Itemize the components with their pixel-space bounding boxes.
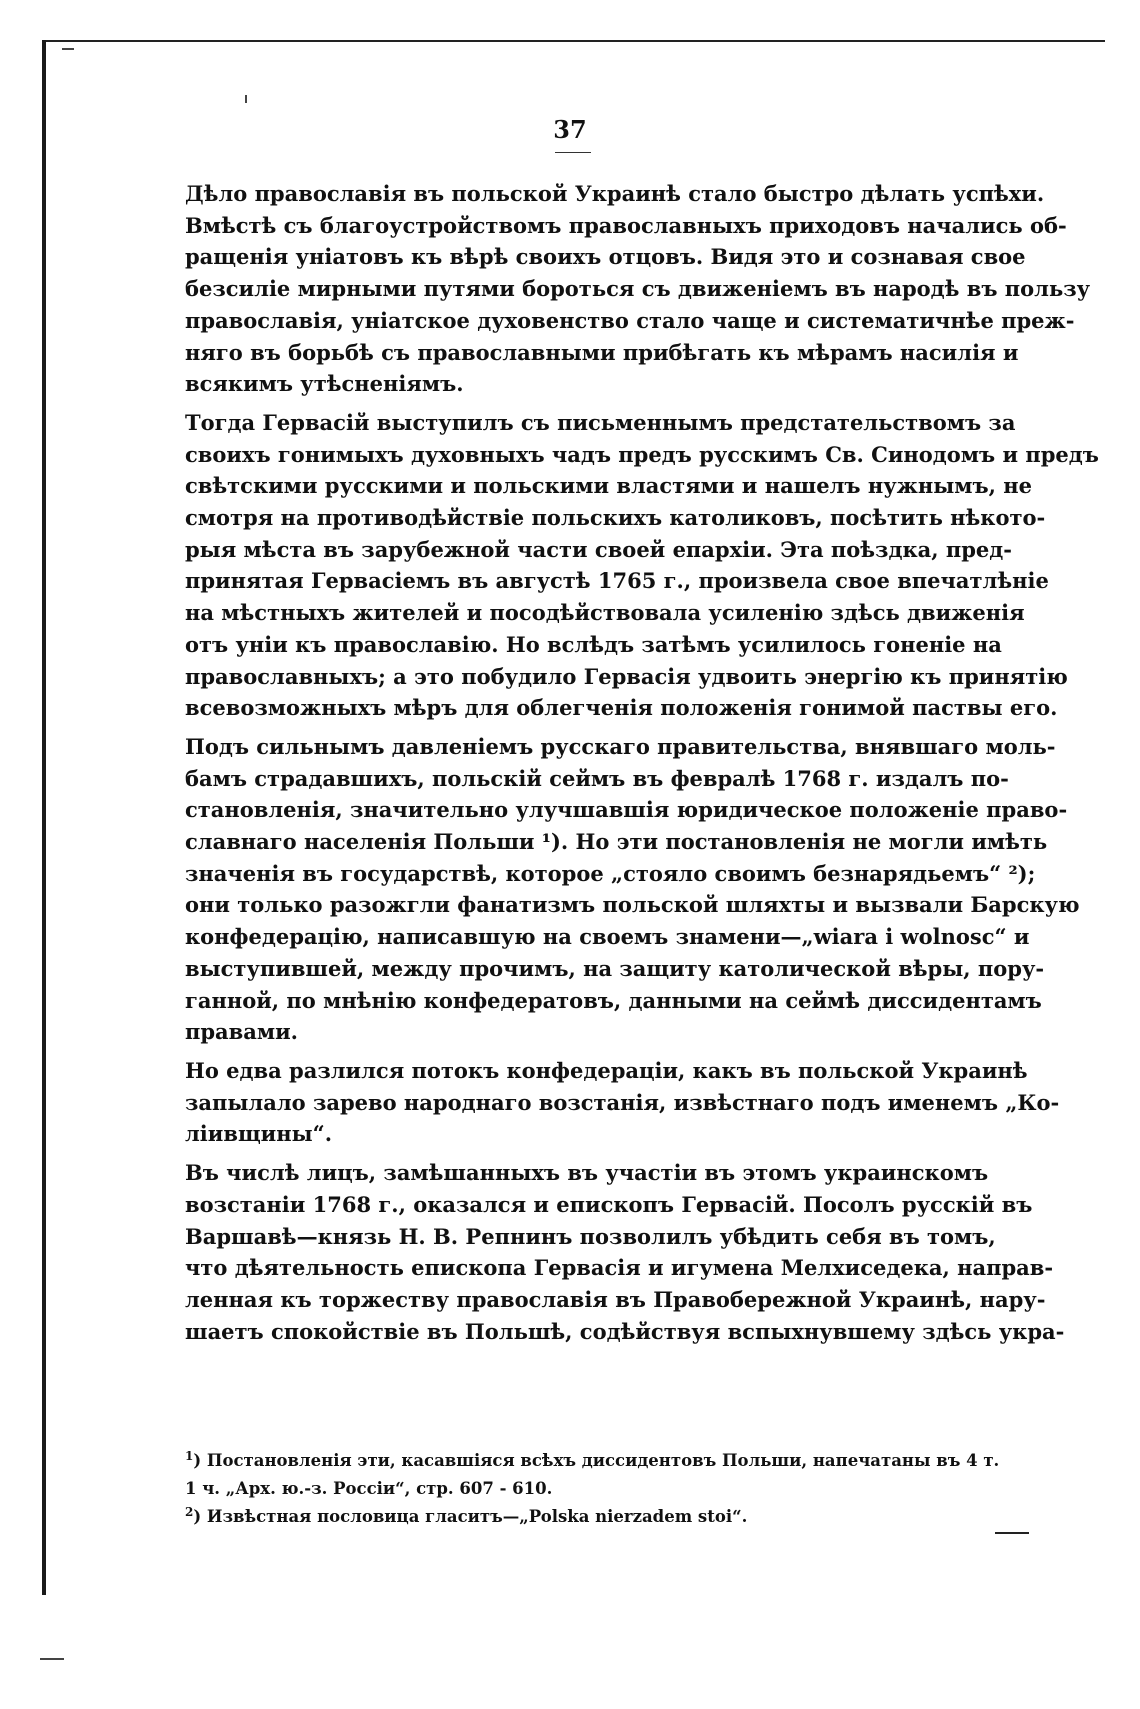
text-line: безсиліе мирными путями бороться съ движеніемъ въ народѣ въ пользу [185, 276, 1091, 302]
footnote-text: ) Постановленія эти, касавшіяся всѣхъ диссидентовъ Польши, напечатаны въ 4 т. [193, 1451, 1000, 1470]
text-line: ращенія уніатовъ къ вѣрѣ своихъ отцовъ. Видя это и сознавая свое [185, 244, 1026, 270]
paragraph-2 [185, 407, 1099, 724]
text-line: свѣтскими русскими и польскими властями и нашелъ нужнымъ, не [185, 473, 1032, 499]
text-line: Тогда Гервасій выступилъ съ письменнымъ предстательствомъ за [185, 409, 1016, 435]
text-line: Варшавѣ—князь Н. В. Репнинъ позволилъ убѣдить себя въ томъ, [185, 1223, 996, 1249]
text-line: конфедерацію, написавшую на своемъ знамени—„wiara i wolnosc“ и [185, 924, 1030, 950]
footnotes [185, 1447, 1000, 1531]
text-line: своихъ гонимыхъ духовныхъ чадъ предъ русскимъ Св. Синодомъ и предъ [185, 441, 1099, 467]
text-line: смотря на противодѣйствіе польскихъ католиковъ, посѣтить нѣкото- [185, 505, 1046, 531]
text-line: Вмѣстѣ съ благоустройствомъ православныхъ приходовъ начались об- [185, 212, 1067, 238]
text-line: правами. [185, 1019, 298, 1045]
text-line: отъ уніи къ православію. Но вслѣдъ затѣмъ усилилось гоненіе на [185, 631, 1002, 657]
footnote-text: ) Извѣстная пословица гласитъ—„Polska nierzadem stoi“. [193, 1507, 748, 1526]
text-line: ганной, по мнѣнію конфедератовъ, данными на сеймѣ диссидентамъ [185, 987, 1042, 1013]
footnote-2 [185, 1503, 983, 1531]
paragraph-3 [185, 731, 1080, 1048]
text-line: принятая Гервасіемъ въ августѣ 1765 г., произвела свое впечатлѣніе [185, 568, 1049, 594]
text-line: бамъ страдавшихъ, польскій сеймъ въ февралѣ 1768 г. издалъ по- [185, 765, 1009, 791]
paragraph-4 [185, 1055, 1060, 1150]
text-line: значенія въ государствѣ, которое „стояло своимъ безнарядьемъ“ ²); [185, 860, 1036, 886]
paragraph-1 [185, 178, 1091, 400]
scan-speck [245, 95, 247, 103]
binding-edge [42, 40, 46, 1595]
text-line: шаетъ спокойствіе въ Польшѣ, содѣйствуя вспыхнувшему здѣсь укра- [185, 1318, 1065, 1344]
text-line: всевозможныхъ мѣръ для облегченія положенія гонимой паствы его. [185, 695, 1058, 721]
text-line: Подъ сильнымъ давленіемъ русскаго правительства, внявшаго моль- [185, 733, 1056, 759]
top-rule [45, 40, 1105, 42]
text-line: няго въ борьбѣ съ православными прибѣгать къ мѣрамъ насилія и [185, 339, 1019, 365]
text-line: ліивщины“. [185, 1121, 333, 1147]
footnote-1 [185, 1447, 1000, 1475]
text-line: возстаніи 1768 г., оказался и епископъ Гервасій. Посолъ русскій въ [185, 1191, 1033, 1217]
text-line: Но едва разлился потокъ конфедераціи, какъ въ польской Украинѣ [185, 1057, 1028, 1083]
text-line: православныхъ; а это побудило Гервасія удвоить энергію къ принятію [185, 663, 1068, 689]
text-line: православія, уніатское духовенство стало чаще и систематичнѣе преж- [185, 307, 1075, 333]
text-line: на мѣстныхъ жителей и посодѣйствовала усиленію здѣсь движенія [185, 600, 1025, 626]
end-rule [995, 1532, 1029, 1534]
footnote-1-continued: 1 ч. „Арх. ю.-з. Россіи“, стр. 607 - 610. [185, 1479, 553, 1498]
text-line: запылало зарево народнаго возстанія, извѣстнаго подъ именемъ „Ко- [185, 1089, 1060, 1115]
scan-speck [62, 48, 74, 50]
paragraph-5 [185, 1157, 1065, 1347]
text-line: становленія, значительно улучшавшія юридическое положеніе право- [185, 797, 1068, 823]
footnote-marker: 2 [185, 1505, 194, 1519]
text-line: что дѣятельность епископа Гервасія и игумена Мелхиседека, направ- [185, 1255, 1054, 1281]
text-line: рыя мѣста въ зарубежной части своей епархіи. Эта поѣздка, пред- [185, 536, 1012, 562]
text-line: Въ числѣ лицъ, замѣшанныхъ въ участіи въ этомъ украинскомъ [185, 1160, 989, 1186]
text-line: всякимъ утѣсненіямъ. [185, 371, 464, 397]
text-line: они только разожгли фанатизмъ польской шляхты и вызвали Барскую [185, 892, 1080, 918]
text-line: славнаго населенія Польши ¹). Но эти постановленія не могли имѣть [185, 829, 1048, 855]
text-line: Дѣло православія въ польской Украинѣ стало быстро дѣлать успѣхи. [185, 181, 1045, 206]
body-text [185, 178, 1099, 1354]
footnote-marker: 1 [185, 1449, 194, 1463]
scan-speck [40, 1658, 64, 1660]
text-line: выступившей, между прочимъ, на защиту католической вѣры, пору- [185, 955, 1045, 981]
page-number-underline [555, 152, 591, 153]
page-number: 37 [553, 115, 587, 144]
text-line: ленная къ торжеству православія въ Правобережной Украинѣ, нару- [185, 1286, 1046, 1312]
